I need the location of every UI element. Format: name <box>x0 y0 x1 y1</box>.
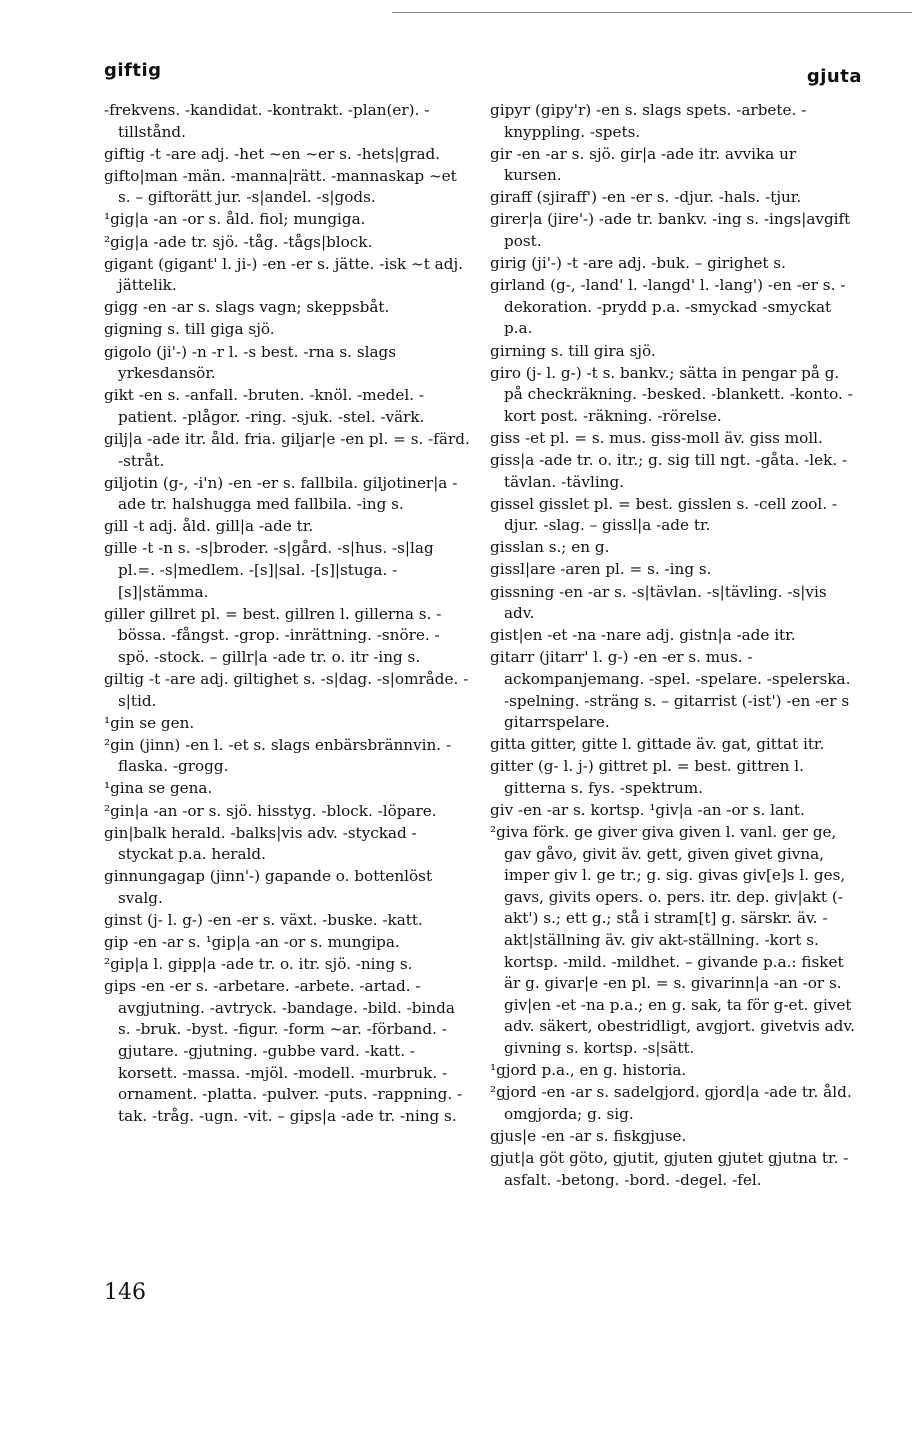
entry-giss: giss -et pl. = s. mus. giss-moll äv. giss moll. <box>490 428 823 447</box>
entry-gigolo: gigolo (ji'-) -n -r l. -s best. -rna s. slags yrkesdansör. <box>104 342 397 383</box>
right-column <box>490 100 856 1192</box>
entry-giga-2: ²gig|a -ade tr. sjö. -tåg. -tågs|block. <box>104 232 373 251</box>
entry-gille: gille -t -n s. -s|broder. -s|gård. -s|hus. -s|lag pl.=. -s|medlem. -[s]|sal. -[s]|stuga. -[s]|stämma. <box>104 539 434 601</box>
entry-frekvens: -frekvens. -kandidat. -kontrakt. -plan(er). -tillstånd. <box>104 101 430 141</box>
entry-gjuta: gjut|a göt göto, gjutit, gjuten gjutet gjutna tr. -asfalt. -betong. -bord. -degel. -fel. <box>490 1149 849 1189</box>
entry-gin-1: ¹gin se gen. <box>104 713 195 732</box>
entry-girning: girning s. till gira sjö. <box>490 341 656 360</box>
entry-giga-1: ¹gig|a -an -or s. åld. fiol; mungiga. <box>104 210 366 229</box>
entry-gigant: gigant (gigant' l. ji-) -en -er s. jätte. -isk ~t adj. jättelik. <box>104 254 463 295</box>
entry-gisslan: gisslan s.; en g. <box>490 538 610 557</box>
running-head-right: gjuta <box>806 66 862 87</box>
entry-gisten: gist|en -et -na -nare adj. gistn|a -ade itr. <box>490 626 796 645</box>
entry-gill: gill -t adj. åld. gill|a -ade tr. <box>104 517 314 536</box>
entry-gina-2: ²gin|a -an -or s. sjö. hisstyg. -block. -löpare. <box>104 801 437 820</box>
entry-gikt: gikt -en s. -anfall. -bruten. -knöl. -medel. -patient. -plågor. -ring. -sjuk. -stel. -värk. <box>104 386 425 426</box>
entry-gilja: gilj|a -ade itr. åld. fria. giljar|e -en pl. = s. -färd. -stråt. <box>104 429 470 470</box>
entry-gips: gips -en -er s. -arbetare. -arbete. -artad. -avgjutning. -avtryck. -bandage. -bild. -binda s. -bruk. -byst. -figur. -form ~ar. -förband. -gjutare. -gjutning. -gubbe vard. -katt. -korsett. -massa. -mjöl. -modell. -murbruk. -ornament. -platta. -pulver. -puts. -rappning. -tak. -tråg. -ugn. -vit. – gips|a -ade tr. -ning s. <box>104 977 463 1125</box>
entry-giva-2: ²giva förk. ge giver giva given l. vanl. ger ge, gav gåvo, givit äv. gett, given givet givna, imper giv l. ge tr.; g. sig. givas giv[e]s l. ges, gavs, givits opers. o. pers. itr. dep. giv|akt (-akt') s.; ett g.; stå i stram[t] g. särskr. äv. -akt|ställning äv. giv akt-ställning. -kort s. kortsp. -mild. -mildhet. – givande p.a.: fisket är g. givar|e -en pl. = s. givarinn|a -an -or s. giv|en -et -na p.a.; en g. sak, ta för g-et. givet adv. säkert, obestridligt, avgjort. givetvis adv. givning s. kortsp. -s|sätt. <box>490 823 855 1058</box>
entry-gisslare: gissl|are -aren pl. = s. -ing s. <box>490 560 712 579</box>
entry-giltig: giltig -t -are adj. giltighet s. -s|dag. -s|område. -s|tid. <box>104 669 469 710</box>
entry-giv: giv -en -ar s. kortsp. ¹giv|a -an -or s. lant. <box>490 801 805 819</box>
entry-gjord-2: ²gjord -en -ar s. sadelgjord. gjord|a -ade tr. åld. omgjorda; g. sig. <box>490 1083 852 1123</box>
entry-giftoman: gifto|man -män. -manna|rätt. -mannaskap ~et s. – giftorätt jur. -s|andel. -s|gods. <box>104 166 457 207</box>
entry-girland: girland (g-, -land' l. -langd' l. -lang') -en -er s. -dekoration. -prydd p.a. -smyckad -smyckat p.a. <box>490 276 846 338</box>
entry-gin-2: ²gin (jinn) -en l. -et s. slags enbärsbrännvin. -flaska. -grogg. <box>104 735 452 776</box>
entry-girera: girer|a (jire'-) -ade tr. bankv. -ing s. -ings|avgift post. <box>490 210 851 251</box>
entry-gitta: gitta gitter, gitte l. gittade äv. gat, gittat itr. <box>490 735 825 754</box>
page-number: 146 <box>104 1280 146 1305</box>
entry-gipa-2: ²gip|a l. gipp|a -ade tr. o. itr. sjö. -ning s. <box>104 955 413 974</box>
entry-gigg: gigg -en -ar s. slags vagn; skeppsbåt. <box>104 298 390 317</box>
entry-gjord-1: ¹gjord p.a., en g. historia. <box>490 1061 687 1080</box>
entry-giraff: giraff (sjiraff') -en -er s. -djur. -hals. -tjur. <box>490 188 802 207</box>
entry-gitarr: gitarr (jitarr' l. g-) -en -er s. mus. -ackompanjemang. -spel. -spelare. -spelerska. -spelning. -sträng s. – gitarrist (-ist') -en -er s gitarrspelare. <box>490 648 851 732</box>
entry-giljotin: giljotin (g-, -i'n) -en -er s. fallbila. giljotiner|a -ade tr. halshugga med fallbila. -ing s. <box>104 473 458 514</box>
entry-gir: gir -en -ar s. sjö. gir|a -ade itr. avvika ur kursen. <box>490 144 797 185</box>
entry-gitter: gitter (g- l. j-) gittret pl. = best. gittren l. gitterna s. fys. -spektrum. <box>490 757 804 797</box>
entry-girig: girig (ji'-) -t -are adj. -buk. – girighet s. <box>490 254 786 273</box>
entry-giftig: giftig -t -are adj. -het ~en ~er s. -hets|grad. <box>104 144 441 163</box>
entry-ginnungagap: ginnungagap (jinn'-) gapande o. bottenlöst svalg. <box>104 867 433 907</box>
entry-gissa: giss|a -ade tr. o. itr.; g. sig till ngt. -gåta. -lek. -tävlan. -tävling. <box>490 451 848 491</box>
entry-ginst: ginst (j- l. g-) -en -er s. växt. -buske. -katt. <box>104 910 423 929</box>
top-rule <box>392 12 912 13</box>
running-head-left: giftig <box>104 60 162 81</box>
entry-gissel: gissel gisslet pl. = best. gisslen s. -cell zool. -djur. -slag. – gissl|a -ade tr. <box>490 494 838 535</box>
entry-ginbalk: gin|balk herald. -balks|vis adv. -styckad -styckat p.a. herald. <box>104 823 417 864</box>
entry-gissning: gissning -en -ar s. -s|tävlan. -s|tävling. -s|vis adv. <box>490 582 827 623</box>
entry-gina-1: ¹gina se gena. <box>104 779 213 798</box>
entry-gipyr: gipyr (gipy'r) -en s. slags spets. -arbete. -knyppling. -spets. <box>490 101 807 141</box>
entry-giller: giller gillret pl. = best. gillren l. gillerna s. -bössa. -fångst. -grop. -inrättning. -snöre. -spö. -stock. – gillr|a -ade tr. o. itr -ing s. <box>104 604 442 666</box>
entry-gigning: gigning s. till giga sjö. <box>104 320 275 339</box>
left-column <box>104 100 470 1128</box>
entry-giro: giro (j- l. g-) -t s. bankv.; sätta in pengar på g. på checkräkning. -besked. -blankett. -konto. -kort post. -räkning. -rörelse. <box>490 363 853 425</box>
entry-gip: gip -en -ar s. ¹gip|a -an -or s. mungipa. <box>104 933 400 952</box>
entry-gjuse: gjus|e -en -ar s. fiskgjuse. <box>490 1126 687 1145</box>
